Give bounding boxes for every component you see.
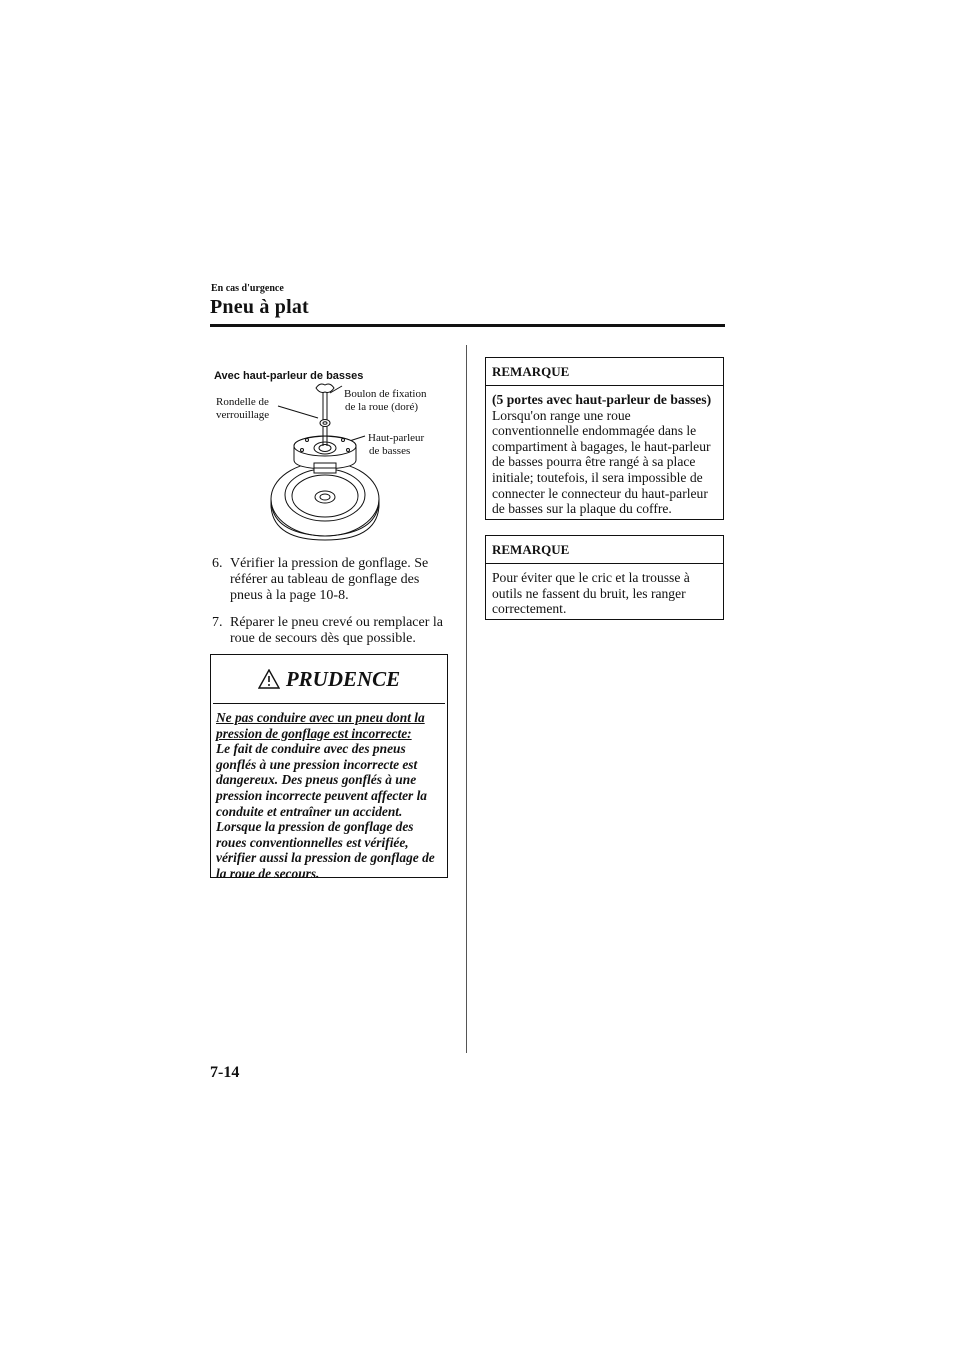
bolt-label: Boulon de fixation de la roue (doré) <box>344 388 427 413</box>
note-title: REMARQUE <box>486 358 723 386</box>
note-text: Lorsqu'on range une roue conventionnelle endommagée dans le compartiment à bagages, le haut-parleur de basses pourra être rangé à sa place initiale; toutefois, il sera impossible de connecter le connecteur du haut-parleur de basses sur la plaque du coffre. <box>492 407 711 517</box>
washer-label: Rondelle de verrouillage <box>216 396 270 421</box>
note-body <box>486 386 723 523</box>
caution-text: Le fait de conduire avec des pneus gonflés à une pression incorrecte est dangereux. Des pneus gonflés à une pression incorrecte peuvent affecter la conduite et entraîner un accident. Lorsque la pression de gonflage des roues conventionnelles est vérifiée, vérifier aussi la pression de gonflage de la roue de secours. <box>216 741 435 881</box>
column-divider <box>466 345 467 1053</box>
note-box <box>485 357 724 520</box>
caution-header <box>213 655 445 704</box>
spare-wheel-figure <box>210 368 455 546</box>
step-text: Vérifier la pression de gonflage. Se référer au tableau de gonflage des pneus à la page 10-8. <box>230 556 429 603</box>
speaker-label: Haut-parleur de basses <box>368 432 425 457</box>
title-rule <box>210 324 725 327</box>
figure-title: Avec haut-parleur de basses <box>214 370 364 382</box>
caution-body <box>211 704 447 882</box>
note-body <box>486 564 723 623</box>
caution-title: PRUDENCE <box>285 666 401 691</box>
note-box <box>485 535 724 620</box>
note-title: REMARQUE <box>486 536 723 564</box>
step-number: 6. <box>212 556 223 571</box>
section-label: En cas d'urgence <box>211 283 284 294</box>
note-heading: (5 portes avec haut-parleur de basses) <box>492 392 712 407</box>
step-item <box>212 556 452 604</box>
step-item <box>212 615 452 647</box>
step-text: Réparer le pneu crevé ou remplacer la roue de secours dès que possible. <box>230 615 443 646</box>
caution-heading: Ne pas conduire avec un pneu dont la pression de gonflage est incorrecte: <box>216 710 425 741</box>
instruction-steps <box>212 556 452 658</box>
step-number: 7. <box>212 615 223 630</box>
page-number: 7-14 <box>210 1064 240 1081</box>
note-text: Pour éviter que le cric et la trousse à outils ne fassent du bruit, les ranger correctement. <box>492 570 690 617</box>
caution-box <box>210 654 448 881</box>
warning-triangle-icon <box>258 669 280 689</box>
page-title: Pneu à plat <box>210 296 309 318</box>
